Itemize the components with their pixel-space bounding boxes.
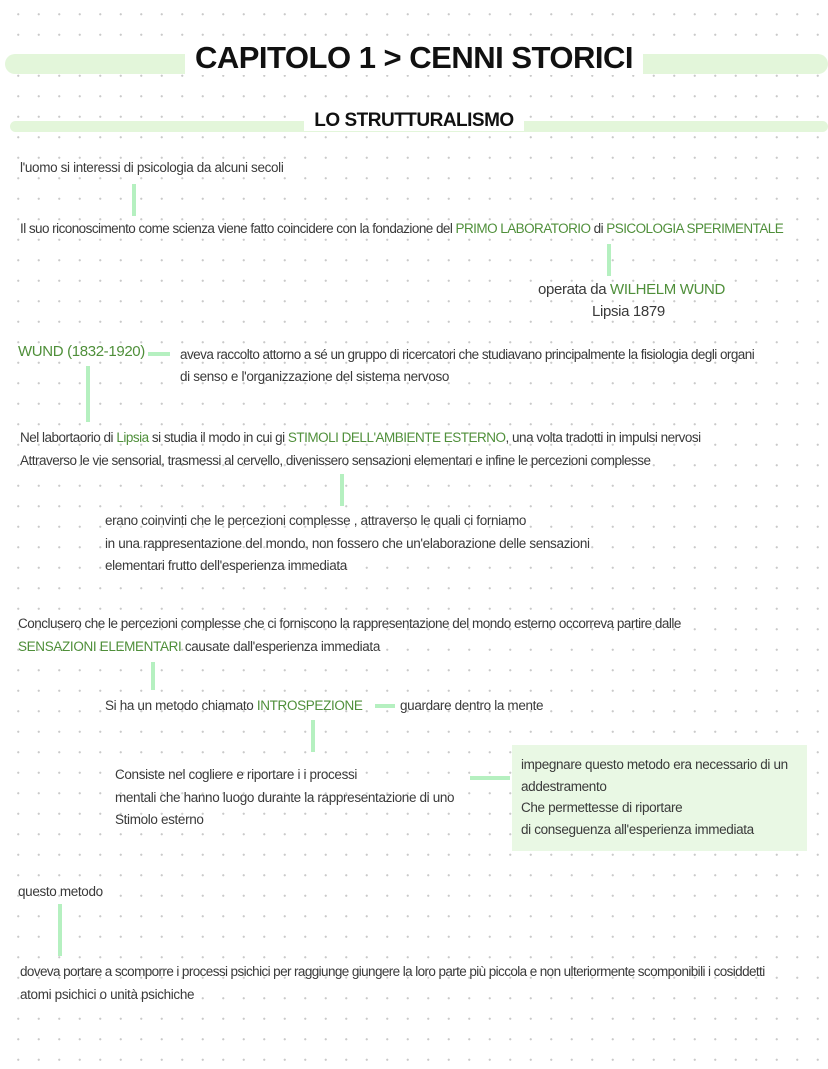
note-line: Conclusero che le percezioni complesse che ci forniscono la rappresentazione del mondo esterno occorreva partire dalle (18, 616, 681, 631)
section-subtitle: LO STRUTTURALISMO (0, 110, 828, 132)
note-line: SENSAZIONI ELEMENTARI causate dall'esperienza immediata (18, 639, 380, 654)
note-line: operata da WILHELM WUND (538, 281, 726, 298)
connector (151, 662, 155, 690)
note-line: in una rappresentazione del mondo, non fossero che un'elaborazione delle sensazioni (105, 536, 590, 551)
note-line: Il suo riconoscimento come scienza viene fatto coincidere con la fondazione del PRIMO LABORATORIO di PSICOLOGIA SPERIMENTALE (20, 221, 784, 236)
note-line: guardare dentro la mente (400, 698, 544, 713)
wund-label: WUND (1832-1920) (18, 343, 145, 360)
note-line: Consiste nel cogliere e riportare i i processi (115, 767, 358, 782)
note-line: Stimolo esterno (115, 812, 204, 827)
connector (148, 352, 170, 356)
note-line: impegnare questo metodo era necessario di un (521, 757, 788, 772)
note-line: Nel labortaorio di Lipsia si studia il modo in cui gi STIMOLI DELL'AMBIENTE ESTERNO, una volta tradotti in impulsi nervosi (20, 430, 701, 445)
connector (58, 904, 62, 956)
note-line: di senso e l'organizzazione del sistema nervoso (180, 369, 450, 384)
note-line: questo metodo (18, 884, 103, 899)
note-line: addestramento (521, 779, 607, 794)
note-line: Che permettesse di riportare (521, 800, 683, 815)
note-line: mentali che hanno luogo durante la rappresentazione di uno (115, 790, 455, 805)
note-line: Si ha un metodo chiamato INTROSPEZIONE (105, 698, 363, 713)
page-title: CAPITOLO 1 > CENNI STORICI (0, 40, 828, 76)
note-line: elementari frutto dell'esperienza immediata (105, 558, 347, 573)
note-line: atomi psichici o unità psichiche (20, 987, 195, 1002)
note-line: erano coinvinti che le percezioni complesse , attraverso le quali ci forniamo (105, 513, 527, 528)
note-line: aveva raccolto attorno a sé un gruppo di ricercatori che studiavano principalmente la fisiologia degli organi (180, 347, 755, 362)
connector (340, 474, 344, 506)
connector (132, 184, 136, 216)
connector (86, 366, 90, 422)
connector (311, 720, 315, 752)
note-line: Lipsia 1879 (592, 303, 665, 320)
note-line: doveva portare a scomporre i processi psichici per raggiunge giungere la loro parte più piccola e non ulteriormente scomponibili i cosiddetti (20, 964, 765, 979)
note-line: l'uomo si interessi di psicologia da alcuni secoli (20, 160, 284, 175)
connector (375, 704, 395, 708)
connector (607, 244, 611, 276)
note-line: Attraverso le vie sensorial, trasmessi al cervello, divenissero sensazioni elementari e infine le percezioni complesse (20, 453, 651, 468)
connector (470, 776, 510, 780)
note-line: di conseguenza all'esperienza immediata (521, 822, 754, 837)
